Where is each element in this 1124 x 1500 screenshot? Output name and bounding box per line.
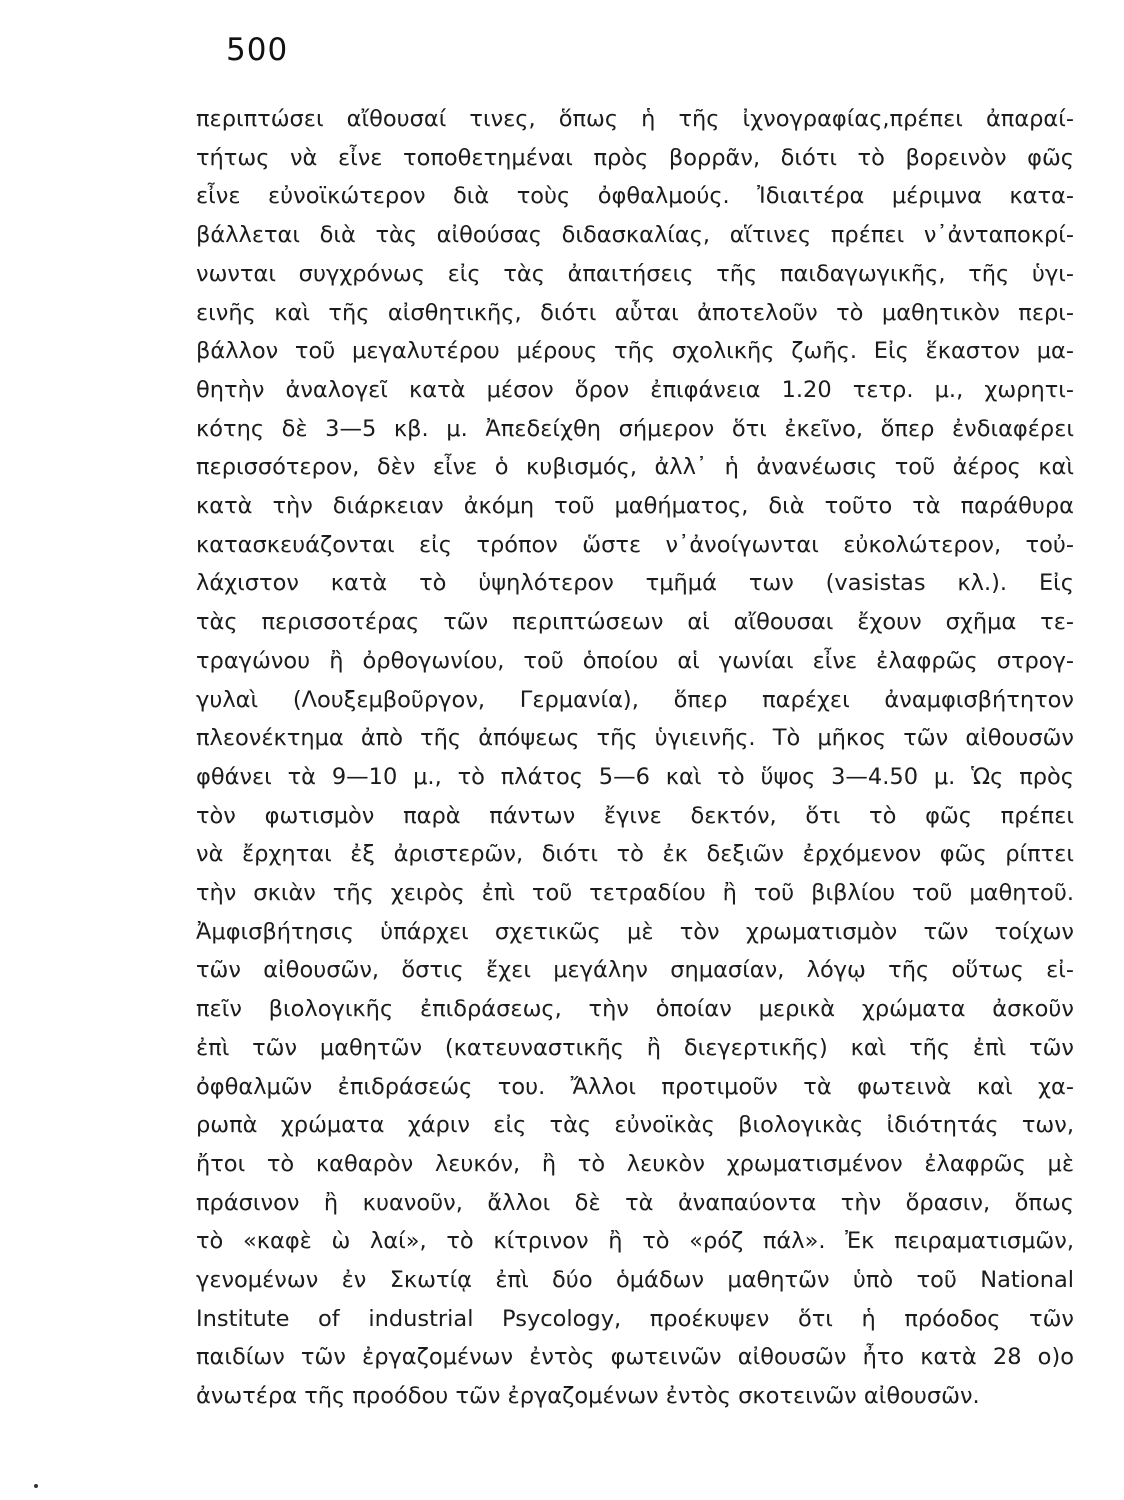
text-line: ρωπὰ χρώματα χάριν εἰς τὰς εὐνοϊκὰς βιολογικὰς ἰδιότητάς των, [196, 1112, 1074, 1139]
text-line: Institute of industrial Psycology, προέκυψεν ὅτι ἡ πρόοδος τῶν [196, 1305, 1074, 1332]
text-line: Ἀμφισβήτησις ὑπάρχει σχετικῶς μὲ τὸν χρωματισμὸν τῶν τοίχων [196, 918, 1074, 945]
text-line: περιπτώσει αἴθουσαί τινες, ὅπως ἡ τῆς ἰχνογραφίας,πρέπει ἀπαραί- [196, 106, 1074, 132]
text-line: τὰς περισσοτέρας τῶν περιπτώσεων αἱ αἴθουσαι ἔχουν σχῆμα τε- [196, 609, 1074, 636]
text-line: τὴν σκιὰν τῆς χειρὸς ἐπὶ τοῦ τετραδίου ἢ τοῦ βιβλίου τοῦ μαθητοῦ. [196, 880, 1074, 906]
text-line: κότης δὲ 3—5 κβ. μ. Ἀπεδείχθη σήμερον ὅτι ἐκεῖνο, ὅπερ ἐνδιαφέρει [196, 415, 1074, 442]
text-line: περισσότερον, δὲν εἶνε ὁ κυβισμός, ἀλλ᾽ ἡ ἀνανέωσις τοῦ ἀέρος καὶ [196, 454, 1074, 481]
text-line: ὀφθαλμῶν ἐπιδράσεώς του. Ἄλλοι προτιμοῦν τὰ φωτεινὰ καὶ χα- [196, 1073, 1074, 1100]
text-line: κατὰ τὴν διάρκειαν ἀκόμη τοῦ μαθήματος, διὰ τοῦτο τὰ παράθυρα [196, 493, 1074, 519]
text-line: τὸν φωτισμὸν παρὰ πάντων ἔγινε δεκτόν, ὅτι τὸ φῶς πρέπει [196, 802, 1074, 829]
text-line: πράσινον ἢ κυανοῦν, ἄλλοι δὲ τὰ ἀναπαύοντα τὴν ὅρασιν, ὅπως [196, 1189, 1074, 1216]
text-line: ἤτοι τὸ καθαρὸν λευκόν, ἢ τὸ λευκὸν χρωματισμένον ἐλαφρῶς μὲ [196, 1150, 1074, 1177]
text-line: τῶν αἰθουσῶν, ὅστις ἔχει μεγάλην σημασίαν, λόγῳ τῆς οὕτως εἰ- [196, 957, 1074, 984]
text-line: πεῖν βιολογικῆς ἐπιδράσεως, τὴν ὁποίαν μερικὰ χρώματα ἀσκοῦν [196, 996, 1074, 1023]
text-line: τήτως νὰ εἶνε τοποθετημέναι πρὸς βορρᾶν, διότι τὸ βορεινὸν φῶς [196, 144, 1074, 171]
text-line: παιδίων τῶν ἐργαζομένων ἐντὸς φωτεινῶν αἰθουσῶν ἦτο κατὰ 28 ο)ο [196, 1344, 1074, 1371]
text-line: εἶνε εὐνοϊκώτερον διὰ τοὺς ὀφθαλμούς. Ἰδιαιτέρα μέριμνα κατα- [196, 183, 1074, 210]
text-line: βάλλον τοῦ μεγαλυτέρου μέρους τῆς σχολικῆς ζωῆς. Εἰς ἕκαστον μα- [196, 338, 1074, 365]
text-line: εινῆς καὶ τῆς αἰσθητικῆς, διότι αὗται ἀποτελοῦν τὸ μαθητικὸν περι- [196, 299, 1074, 326]
text-line: κατασκευάζονται εἰς τρόπον ὥστε ν᾽ἀνοίγωνται εὐκολώτερον, τοὐ- [196, 531, 1074, 558]
text-line: λάχιστον κατὰ τὸ ὑψηλότερον τμῆμά των (vasistas κλ.). Εἰς [196, 570, 1074, 597]
text-line: τραγώνου ἢ ὀρθογωνίου, τοῦ ὁποίου αἱ γωνίαι εἶνε ἐλαφρῶς στρογ- [196, 647, 1074, 674]
text-line: νωνται συγχρόνως εἰς τὰς ἀπαιτήσεις τῆς παιδαγωγικῆς, τῆς ὑγι- [196, 260, 1074, 287]
text-line: βάλλεται διὰ τὰς αἰθούσας διδασκαλίας, αἵτινες πρέπει ν᾽ἀνταποκρί- [196, 222, 1074, 249]
text-line: ἐπὶ τῶν μαθητῶν (κατευναστικῆς ἢ διεγερτικῆς) καὶ τῆς ἐπὶ τῶν [196, 1034, 1074, 1061]
text-line: φθάνει τὰ 9—10 μ., τὸ πλάτος 5—6 καὶ τὸ ὕψος 3—4.50 μ. Ὡς πρὸς [196, 763, 1074, 790]
text-line: γυλαὶ (Λουξεμβοῦργον, Γερμανία), ὅπερ παρέχει ἀναμφισβήτητον [196, 686, 1074, 713]
text-line: πλεονέκτημα ἀπὸ τῆς ἀπόψεως τῆς ὑγιεινῆς. Τὸ μῆκος τῶν αἰθουσῶν [196, 725, 1074, 752]
scan-artifact-dot [34, 1484, 38, 1488]
text-line: γενομένων ἐν Σκωτίᾳ ἐπὶ δύο ὁμάδων μαθητῶν ὑπὸ τοῦ National [196, 1267, 1074, 1293]
text-line: τὸ «καφὲ ὼ λαί», τὸ κίτρινον ἢ τὸ «ρόζ πάλ». Ἐκ πειραματισμῶν, [196, 1228, 1074, 1255]
text-line: θητὴν ἀναλογεῖ κατὰ μέσον ὅρον ἐπιφάνεια 1.20 τετρ. μ., χωρητι- [196, 376, 1074, 403]
page-number: 500 [226, 32, 289, 68]
text-line: νὰ ἔρχηται ἐξ ἀριστερῶν, διότι τὸ ἐκ δεξιῶν ἐρχόμενον φῶς ρίπτει [196, 841, 1074, 868]
text-line: ἀνωτέρα τῆς προόδου τῶν ἐργαζομένων ἐντὸς σκοτεινῶν αἰθουσῶν. [196, 1383, 980, 1410]
